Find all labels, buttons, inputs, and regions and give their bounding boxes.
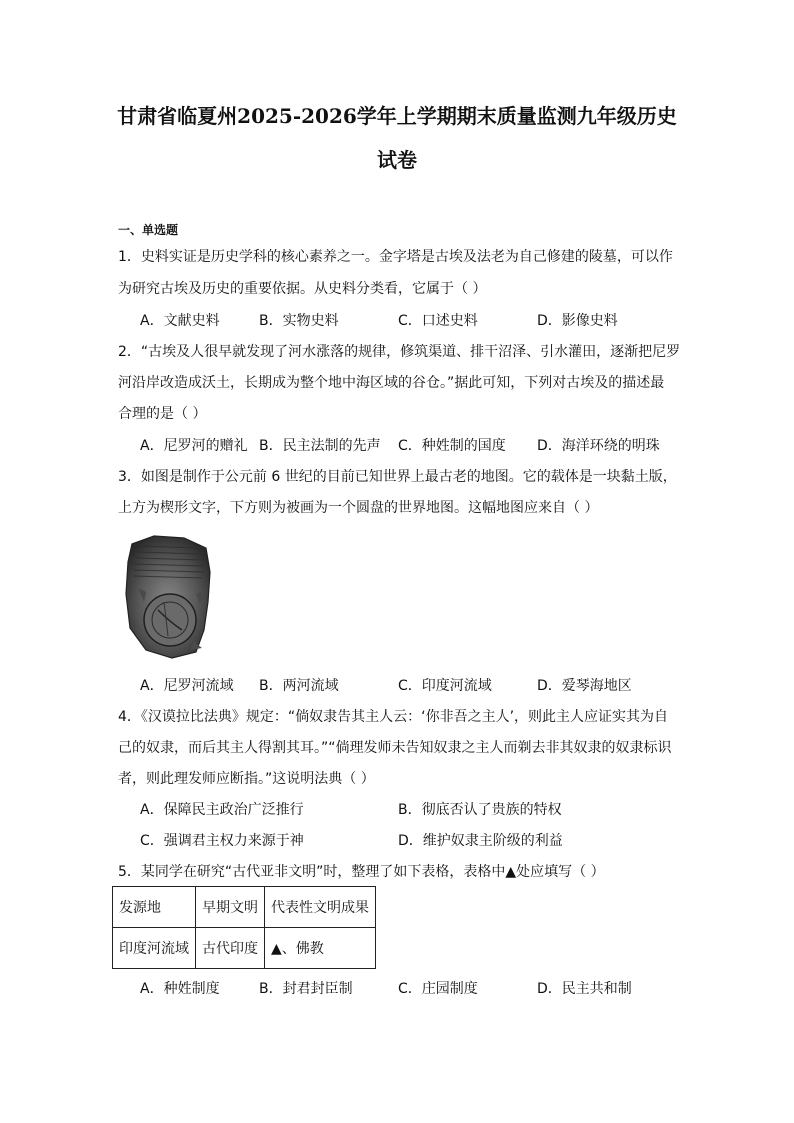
- q1-option-a[interactable]: A．文献史料: [140, 313, 220, 329]
- q1-option-c[interactable]: C．口述史料: [398, 313, 478, 329]
- q3-option-b[interactable]: B．两河流域: [259, 678, 339, 694]
- q3-option-a[interactable]: A．尼罗河流域: [140, 678, 234, 694]
- q4-option-a[interactable]: A．保障民主政治广泛推行: [140, 802, 304, 818]
- q5-option-b[interactable]: B．封君封臣制: [259, 981, 353, 997]
- section-heading: 一、单选题: [118, 223, 179, 237]
- q1-stem-line2: 为研究古埃及历史的重要依据。从史料分类看，它属于（ ）: [118, 281, 487, 297]
- q2-option-a[interactable]: A．尼罗河的赠礼: [140, 438, 248, 454]
- table-header-row: [113, 887, 376, 928]
- q5-table: [112, 886, 376, 969]
- q4-stem-line1: 4．《汉谟拉比法典》规定：“倘奴隶告其主人云：‘你非吾之主人’，则此主人应证实其为自: [118, 709, 669, 725]
- q3-option-d[interactable]: D．爱琴海地区: [537, 678, 632, 694]
- table-cell: 古代印度: [196, 928, 265, 969]
- q4-option-c[interactable]: C．强调君主权力来源于神: [140, 833, 304, 849]
- q2-option-c[interactable]: C．种姓制的国度: [398, 438, 506, 454]
- q2-option-d[interactable]: D．海洋环绕的明珠: [537, 438, 660, 454]
- page-title: 甘肃省临夏州2025-2026学年上学期期末质量监测九年级历史: [117, 104, 677, 128]
- q4-stem-line2: 己的奴隶，而后其主人得割其耳。”“倘理发师未告知奴隶之主人而剃去非其奴隶的奴隶标识: [118, 740, 672, 756]
- table-row: [113, 928, 376, 969]
- table-cell: ▲、佛教: [265, 928, 376, 969]
- q3-stem-line2: 上方为楔形文字，下方则为被画为一个圆盘的世界地图。这幅地图应来自（ ）: [118, 500, 599, 516]
- q5-option-d[interactable]: D．民主共和制: [537, 981, 632, 997]
- q4-option-b[interactable]: B．彻底否认了贵族的特权: [398, 802, 562, 818]
- q5-stem-line1: 5．某同学在研究“古代亚非文明”时，整理了如下表格，表格中▲处应填写（ ）: [118, 864, 605, 880]
- q2-stem-line1: 2．“古埃及人很早就发现了河水涨落的规律，修筑渠道、排干沼泽、引水灌田，逐渐把尼罗: [118, 344, 681, 360]
- q1-option-d[interactable]: D．影像史料: [537, 313, 618, 329]
- q2-stem-line3: 合理的是（ ）: [118, 406, 207, 422]
- table-header-cell: 发源地: [113, 887, 196, 928]
- table-header-cell: 早期文明: [196, 887, 265, 928]
- page-title-cont: 试卷: [377, 148, 417, 172]
- q2-option-b[interactable]: B．民主法制的先声: [259, 438, 381, 454]
- table-cell: 印度河流域: [113, 928, 196, 969]
- q5-option-c[interactable]: C．庄园制度: [398, 981, 478, 997]
- babylonian-map-tablet-image: [124, 532, 212, 660]
- q4-option-d[interactable]: D．维护奴隶主阶级的利益: [398, 833, 563, 849]
- q4-stem-line3: 者，则此理发师应断指。”这说明法典（ ）: [118, 771, 375, 787]
- q1-option-b[interactable]: B．实物史料: [259, 313, 339, 329]
- q3-option-c[interactable]: C．印度河流域: [398, 678, 492, 694]
- q1-stem-line1: 1．史料实证是历史学科的核心素养之一。金字塔是古埃及法老为自己修建的陵墓，可以作: [118, 249, 673, 265]
- q5-option-a[interactable]: A．种姓制度: [140, 981, 220, 997]
- q2-stem-line2: 河沿岸改造成沃土，长期成为整个地中海区域的谷仓。”据此可知，下列对古埃及的描述最: [118, 375, 665, 391]
- table-header-cell: 代表性文明成果: [265, 887, 376, 928]
- q3-stem-line1: 3．如图是制作于公元前 6 世纪的目前已知世界上最古老的地图。它的载体是一块黏土版，: [118, 469, 677, 485]
